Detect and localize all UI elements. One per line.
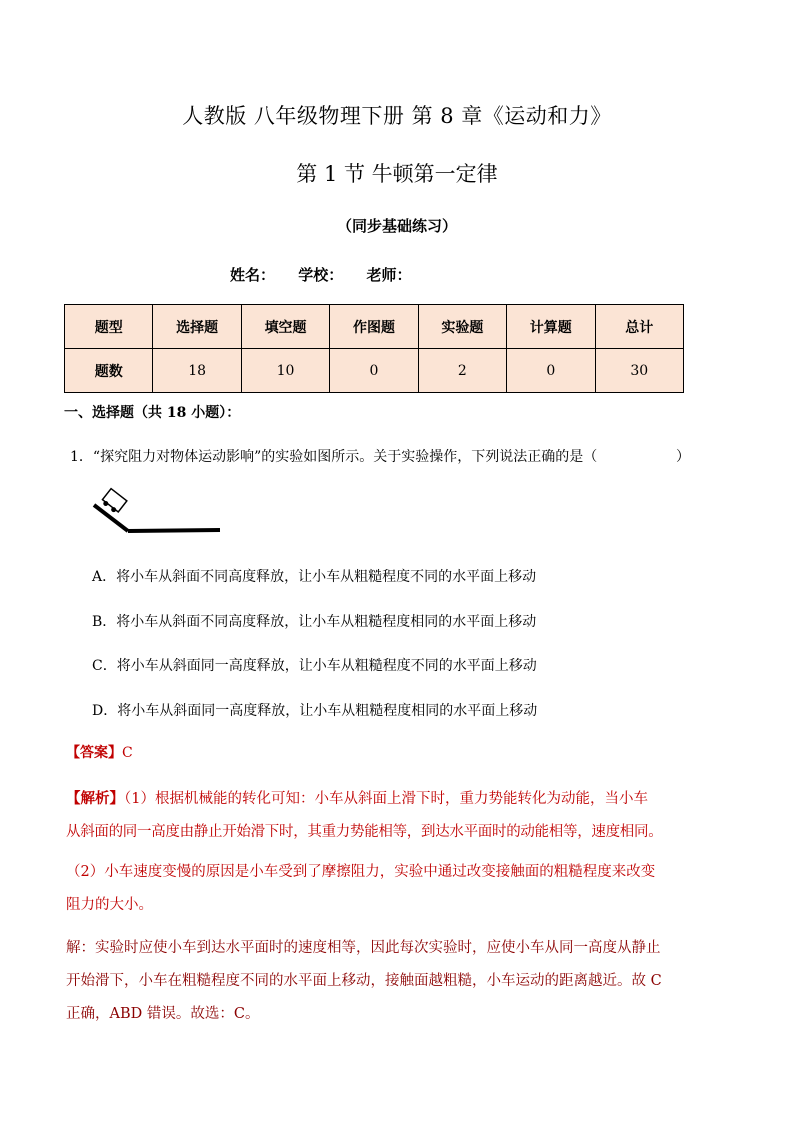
question-number: 1． [70,449,93,465]
school-label: 学校： [298,266,344,284]
table-cell: 计算题 [507,305,595,349]
name-fields [230,264,430,285]
analysis-label: 【解析】 [66,790,124,807]
option-b: B．将小车从斜面不同高度释放，让小车从粗糙程度相同的水平面上移动 [92,614,537,630]
question-summary-table [64,304,684,393]
analysis-line: 从斜面的同一高度由静止开始滑下时，其重力势能相等，到达水平面时的动能相等，速度相同。 [66,824,663,840]
section-heading: 一、选择题（共 18 小题）： [64,405,241,421]
table-cell: 选择题 [153,305,241,349]
table-cell: 题型 [65,305,153,349]
name-label: 姓名： [230,266,276,284]
solution-line: 解：实验时应使小车到达水平面时的速度相等，因此每次实验时，应使小车从同一高度从静止 [66,940,661,956]
table-cell: 实验题 [418,305,506,349]
table-cell: 10 [241,349,329,393]
solution-line: 正确，ABD 错误。故选：C。 [66,1006,260,1022]
table-cell: 填空题 [241,305,329,349]
answer-label: 【答案】 [66,745,122,761]
analysis-paragraph-2 [66,856,726,922]
table-cell: 0 [507,349,595,393]
table-cell: 18 [153,349,241,393]
incline-ramp-figure [88,487,228,537]
solution-line: 开始滑下，小车在粗糙程度不同的水平面上移动，接触面越粗糙，小车运动的距离越近。故 C [66,973,662,989]
table-cell: 2 [418,349,506,393]
subtitle: （同步基础练习） [336,217,457,235]
question-text: “探究阻力对物体运动影响”的实验如图所示。关于实验操作，下列说法正确的是（ [92,449,598,465]
analysis-paragraph-1 [66,782,726,849]
section-title: 第 1 节 牛顿第一定律 [296,162,498,186]
analysis-line: 阻力的大小。 [66,897,153,913]
table-cell: 总计 [595,305,684,349]
table-cell: 30 [595,349,684,393]
option-c: C．将小车从斜面同一高度释放，让小车从粗糙程度不同的水平面上移动 [92,658,537,674]
table-header-row [65,305,684,349]
question-stem [70,446,690,466]
answer-value: C [122,745,133,761]
analysis-line: （2）小车速度变慢的原因是小车受到了摩擦阻力，实验中通过改变接触面的粗糙程度来改变 [66,864,656,880]
table-cell: 0 [330,349,418,393]
solution-paragraph [66,932,726,1031]
table-cell: 作图题 [330,305,418,349]
option-a: A．将小车从斜面不同高度释放，让小车从粗糙程度不同的水平面上移动 [92,569,537,585]
document-title: 人教版 八年级物理下册 第 8 章《运动和力》 [182,104,612,128]
teacher-label: 老师： [366,266,412,284]
answer-line [66,742,133,762]
analysis-line: （1）根据机械能的转化可知：小车从斜面上滑下时，重力势能转化为动能，当小车 [124,791,648,807]
table-row [65,349,684,393]
answer-paren-close: ） [676,449,690,465]
table-cell: 题数 [65,349,153,393]
option-d: D．将小车从斜面同一高度释放，让小车从粗糙程度相同的水平面上移动 [92,703,538,719]
